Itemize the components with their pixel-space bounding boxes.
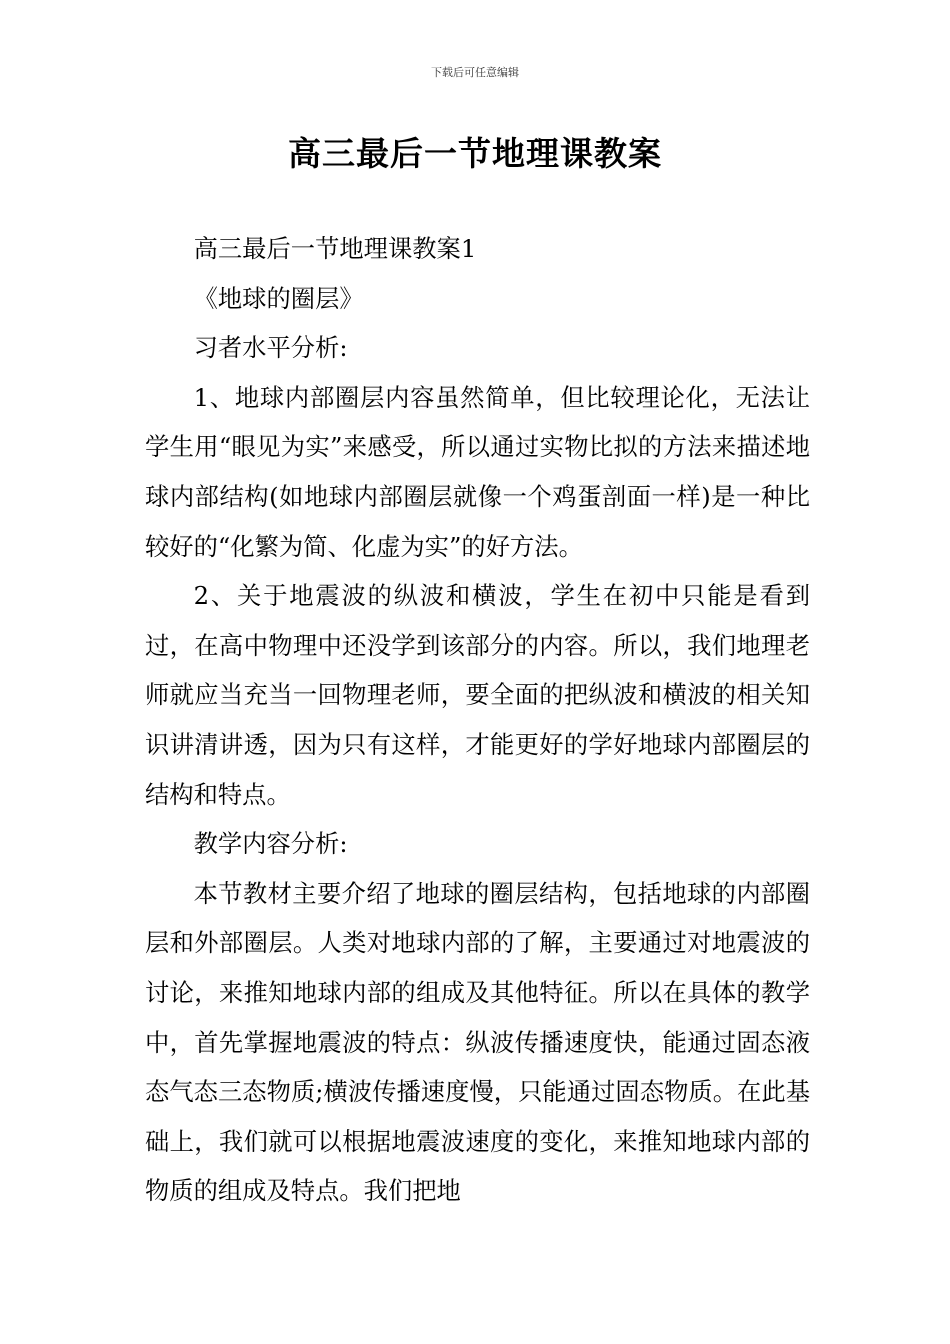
paragraph-lesson-name: 《地球的圈层》 — [193, 283, 364, 313]
page-header: 下载后可任意编辑 — [431, 66, 519, 79]
paragraph-content-heading: 教学内容分析: — [193, 829, 348, 859]
paragraph-content-body: 本节教材主要介绍了地球的圈层结构，包括地球的内部圈层和外部圈层。人类对地球内部的了解，主要通过对地震波的讨论，来推知地球内部的组成及其他特征。所以在具体的教学中，首先掌握地震波的特点：纵波传播速度快，能通过固态液态气态三态物质;横波传播速度慢，只能通过固态物质。在此基础上，我们就可以根据地震波速度的变化，来推知地球内部的物质的组成及特点。我们把地 — [145, 878, 810, 1206]
document-title: 高三最后一节地理课教案 — [288, 134, 662, 173]
document-body — [145, 224, 810, 1216]
paragraph-subtitle: 高三最后一节地理课教案1 — [193, 234, 477, 263]
paragraph-point-1: 1、地球内部圈层内容虽然简单，但比较理论化，无法让学生用“眼见为实”来感受，所以通过实物比拟的方法来描述地球内部结构(如地球内部圈层就像一个鸡蛋剖面一样)是一种比较好的“化繁为简、化虚为实”的好方法。 — [145, 382, 810, 561]
paragraph-learner-heading: 习者水平分析: — [193, 333, 348, 363]
paragraph-point-2: 2、关于地震波的纵波和横波，学生在初中只能是看到过，在高中物理中还没学到该部分的内容。所以，我们地理老师就应当充当一回物理老师，要全面的把纵波和横波的相关知识讲清讲透，因为只有这样，才能更好的学好地球内部圈层的结构和特点。 — [145, 581, 810, 809]
